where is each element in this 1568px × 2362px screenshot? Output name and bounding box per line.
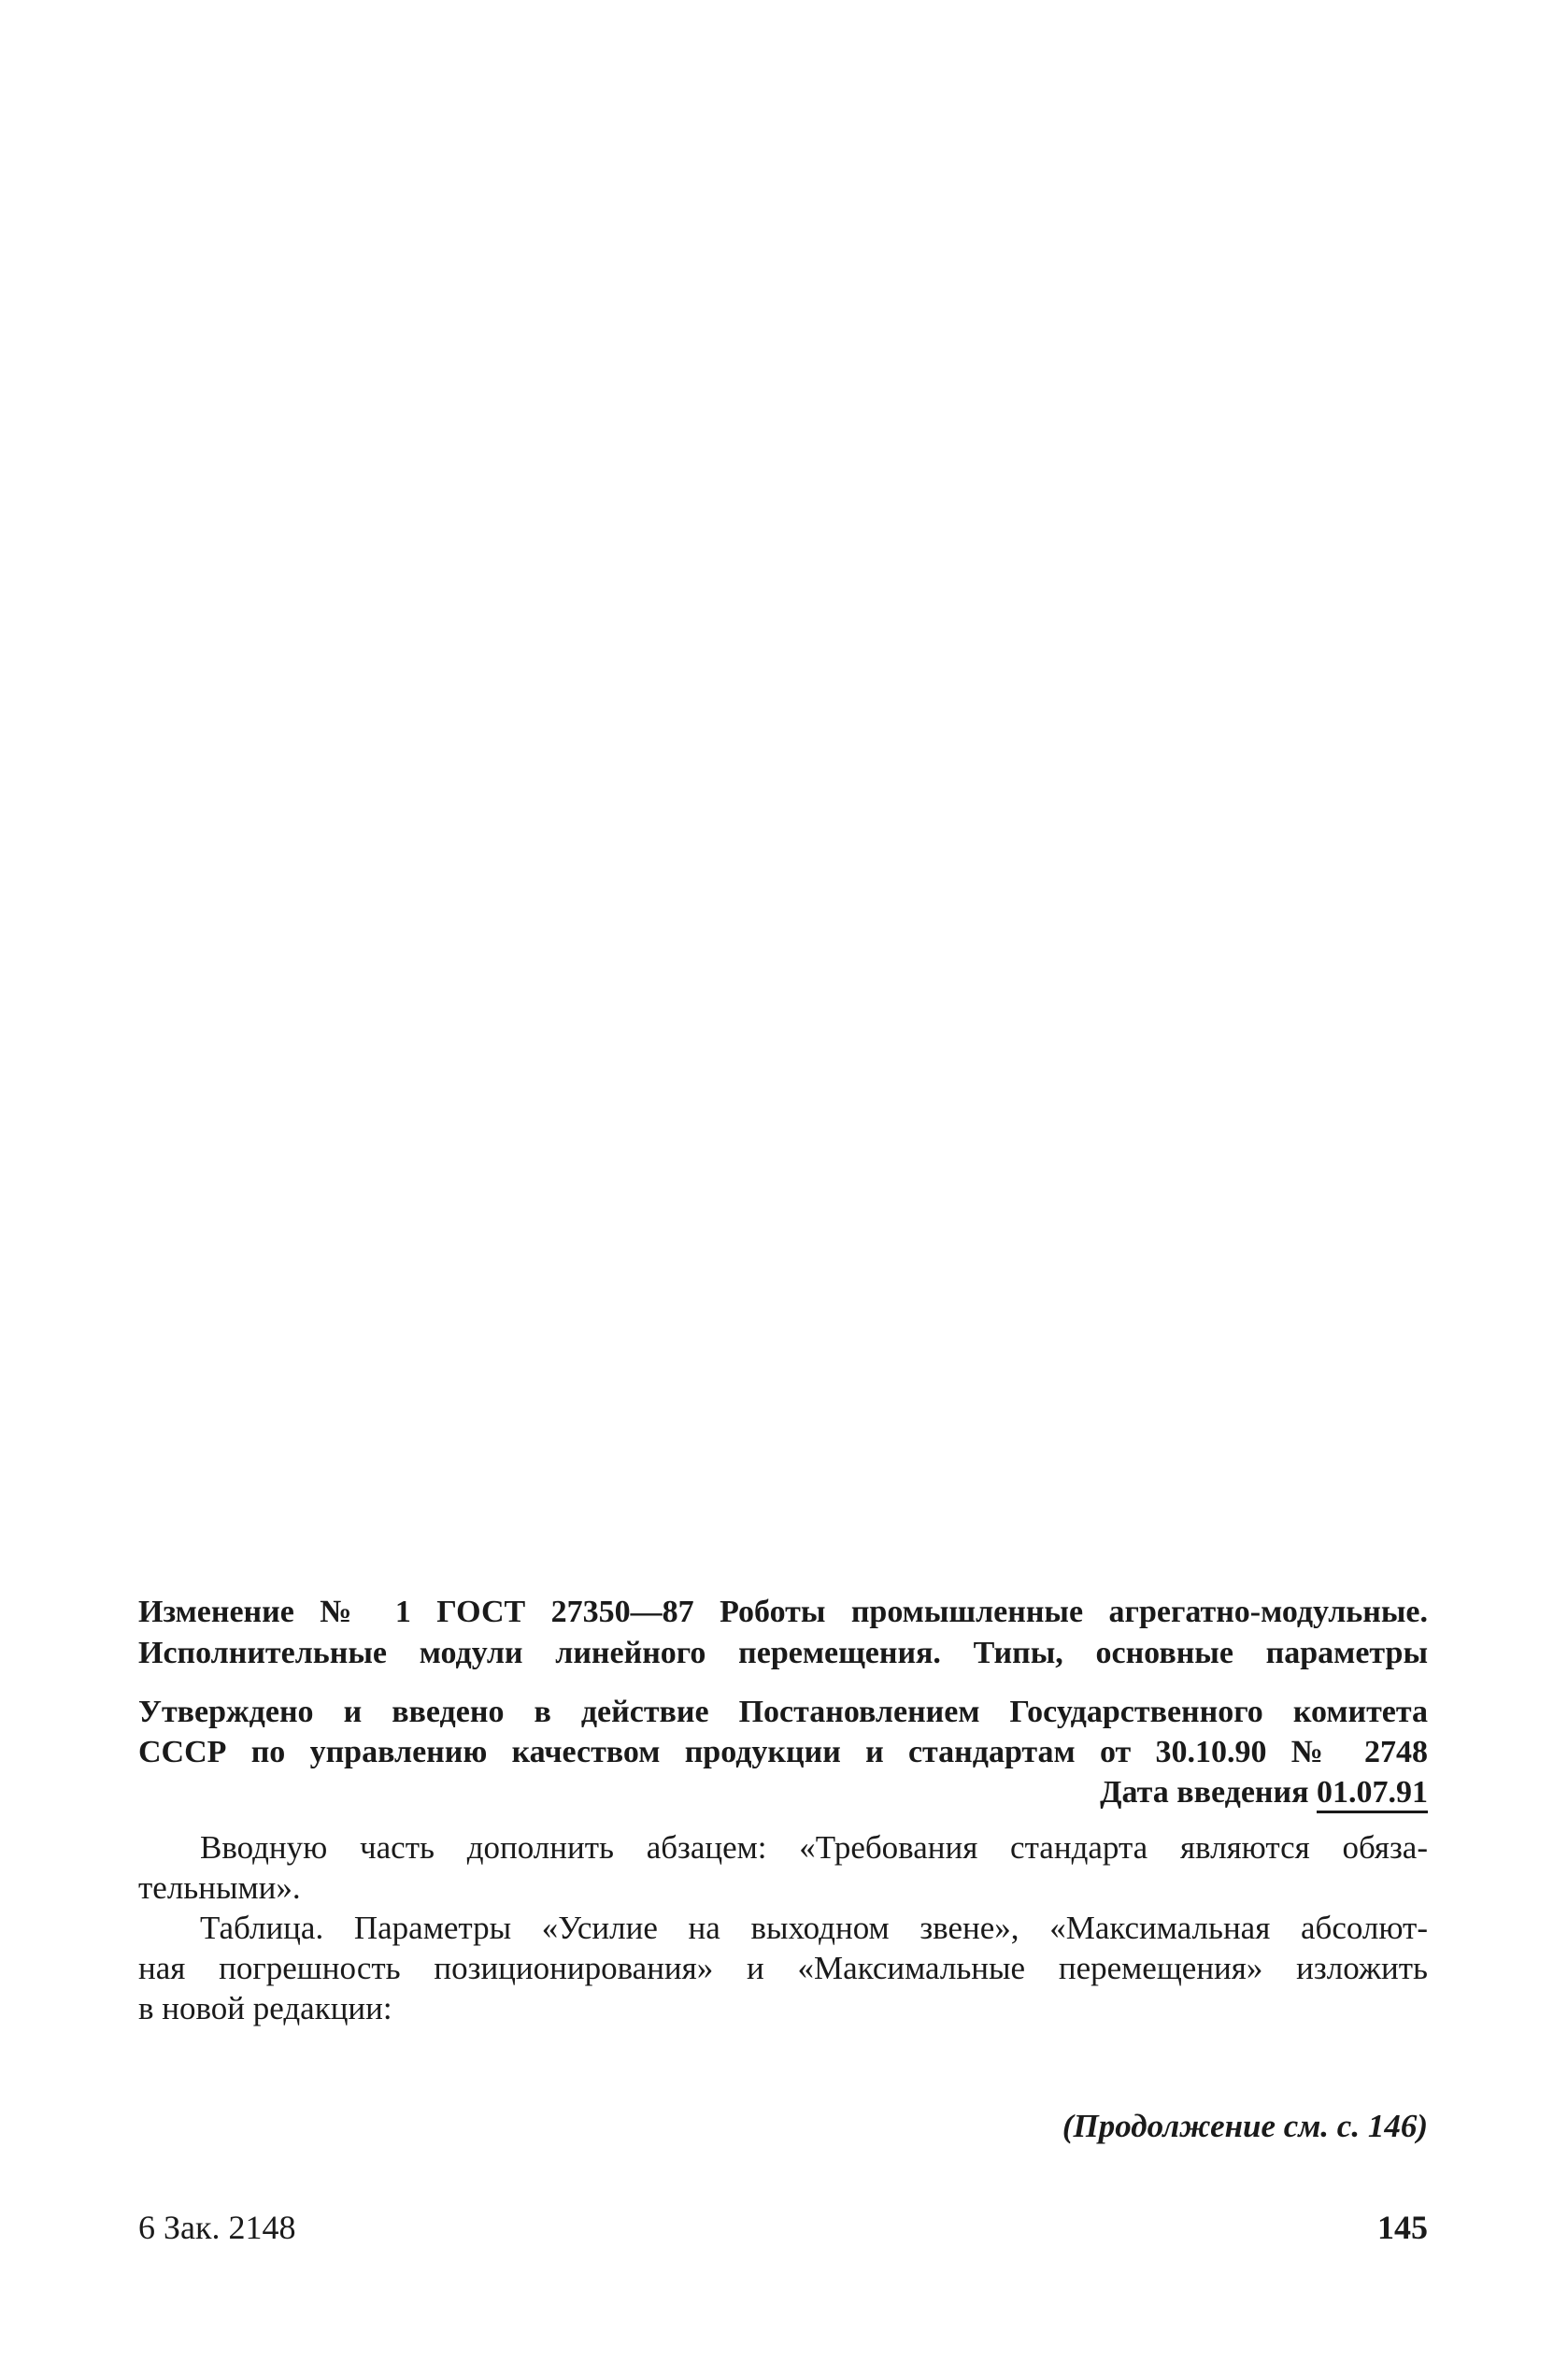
paragraph-intro [138, 1827, 1428, 1908]
approval-block [138, 1692, 1428, 1812]
paragraph-line: Таблица. Параметры «Усилие на выходном звене», «Максимальная абсолют- [200, 1910, 1428, 1946]
change-title-line: Исполнительные модули линейного перемещения. Типы, основные параметры [138, 1636, 1428, 1670]
paragraph-line: Вводную часть дополнить абзацем: «Требования стандарта являются обяза- [200, 1829, 1428, 1866]
change-title-line: Изменение № 1 ГОСТ 27350—87 Роботы промышленные агрегатно-модульные. [138, 1595, 1428, 1629]
paragraph-line: тельными». [138, 1869, 301, 1906]
paragraph-line: в новой редакции: [138, 1990, 392, 2026]
order-number: 6 Зак. 2148 [138, 2209, 296, 2246]
paragraph-line: ная погрешность позиционирования» и «Максимальные перемещения» изложить [138, 1950, 1428, 1986]
approval-line: Утверждено и введено в действие Постановлением Государственного комитета [138, 1695, 1428, 1729]
continuation-note: (Продолжение см. с. 146) [1062, 2108, 1428, 2144]
change-body [138, 1827, 1428, 2028]
change-title [138, 1592, 1428, 1674]
paragraph-table [138, 1908, 1428, 2028]
intro-date-label: Дата введения [1100, 1775, 1309, 1810]
page-number: 145 [1377, 2209, 1428, 2246]
intro-date-value: 01.07.91 [1317, 1775, 1428, 1813]
approval-line: СССР по управлению качеством продукции и стандартам от 30.10.90 № 2748 [138, 1735, 1428, 1769]
intro-date [138, 1772, 1428, 1812]
